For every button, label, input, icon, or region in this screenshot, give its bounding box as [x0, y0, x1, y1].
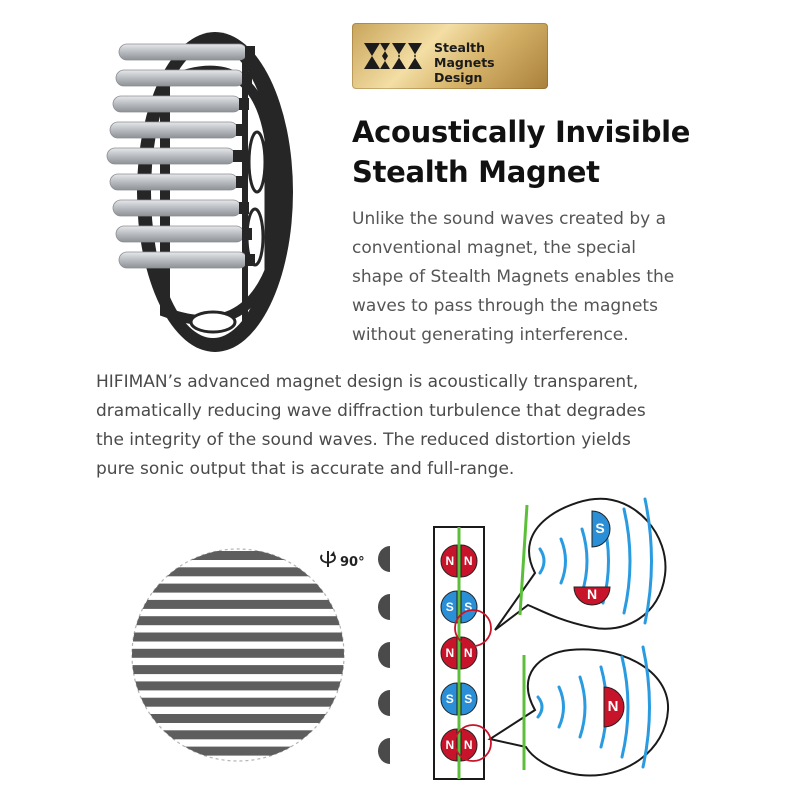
intro-paragraph: [352, 205, 752, 350]
magnet-rods: [107, 44, 255, 268]
badge-label: [434, 40, 544, 85]
magnet-profile: [378, 690, 390, 716]
pole-label: N: [445, 738, 455, 752]
pole-label: N: [463, 554, 473, 568]
magnet-rod: [110, 122, 238, 138]
magnet-profile: [378, 738, 390, 764]
magnet-stripe: [128, 665, 348, 674]
badge-line-1: Stealth Magnets: [434, 40, 495, 70]
magnet-rod: [113, 200, 241, 216]
pole-label: S: [464, 692, 473, 706]
title-line-1: Acoustically Invisible: [352, 115, 691, 149]
rod-mount: [236, 176, 246, 188]
magnet-rod: [119, 252, 247, 268]
magnet-profile: [378, 642, 390, 668]
pole-label: N: [586, 586, 598, 603]
body-line: pure sonic output that is accurate and full-range.: [96, 459, 515, 479]
magnet-rod: [116, 70, 244, 86]
rotate-arrow-icon: [318, 549, 340, 569]
pole-label: N: [445, 554, 455, 568]
rod-mount: [236, 124, 246, 136]
magnet-rod: [119, 44, 247, 60]
intro-line: shape of Stealth Magnets enables the: [352, 267, 675, 287]
rod-mount: [239, 202, 249, 214]
callout-bottom: [490, 649, 668, 775]
rod-mount: [242, 228, 252, 240]
stealth-magnet-frame-illustration: [95, 22, 295, 352]
intro-line: without generating interference.: [352, 325, 629, 345]
body-line: dramatically reducing wave diffraction turbulence that degrades: [96, 401, 646, 421]
magnet-rod: [113, 96, 241, 112]
title-line-2: Stealth Magnet: [352, 155, 600, 189]
rod-mount: [242, 72, 252, 84]
pole-label: N: [445, 646, 455, 660]
pole-label: N: [463, 646, 473, 660]
magnet-profile: [378, 594, 390, 620]
description-paragraph: [96, 368, 776, 484]
magnet-stripe: [128, 633, 348, 642]
rod-mount: [245, 254, 255, 266]
rod-mount: [239, 98, 249, 110]
magnet-rod: [107, 148, 235, 164]
intro-line: Unlike the sound waves created by a: [352, 209, 667, 229]
magnet-stripe: [128, 600, 348, 609]
body-line: HIFIMAN’s advanced magnet design is acoustically transparent,: [96, 372, 639, 392]
pole-label: S: [595, 520, 605, 536]
magnet-stripe: [128, 681, 348, 690]
page-title: [352, 112, 792, 192]
magnet-stripe: [128, 714, 348, 723]
stealth-magnets-badge: [352, 23, 548, 89]
pole-label: N: [463, 738, 473, 752]
rotation-label: 90°: [340, 555, 365, 570]
pole-label: S: [464, 600, 473, 614]
intro-line: conventional magnet, the special: [352, 238, 637, 258]
rod-mount: [233, 150, 243, 162]
magnet-stripe: [128, 567, 348, 576]
magnet-stripe: [128, 649, 348, 658]
magnet-side-profiles: [370, 545, 394, 765]
rod-mount: [245, 46, 255, 58]
magnet-stripe: [128, 584, 348, 593]
pole-label: S: [445, 600, 454, 614]
magnet-array-top-view: [128, 545, 348, 765]
pole-label: S: [445, 692, 454, 706]
body-line: the integrity of the sound waves. The reduced distortion yields: [96, 430, 631, 450]
magnet-stripe: [128, 698, 348, 707]
rotation-indicator: [318, 549, 365, 570]
magnet-wave-diagram: [420, 495, 680, 795]
magnet-rod: [116, 226, 244, 242]
magnet-rod: [110, 174, 238, 190]
magnet-stripe: [128, 730, 348, 739]
magnet-stripe: [128, 616, 348, 625]
magnet-stripe: [128, 747, 348, 756]
magnet-stripe: [128, 551, 348, 560]
chevron-logo-icon: [362, 37, 426, 75]
magnet-profile: [378, 546, 390, 572]
intro-line: waves to pass through the magnets: [352, 296, 658, 316]
pole-label: N: [607, 698, 619, 715]
badge-line-2: Design: [434, 70, 483, 85]
